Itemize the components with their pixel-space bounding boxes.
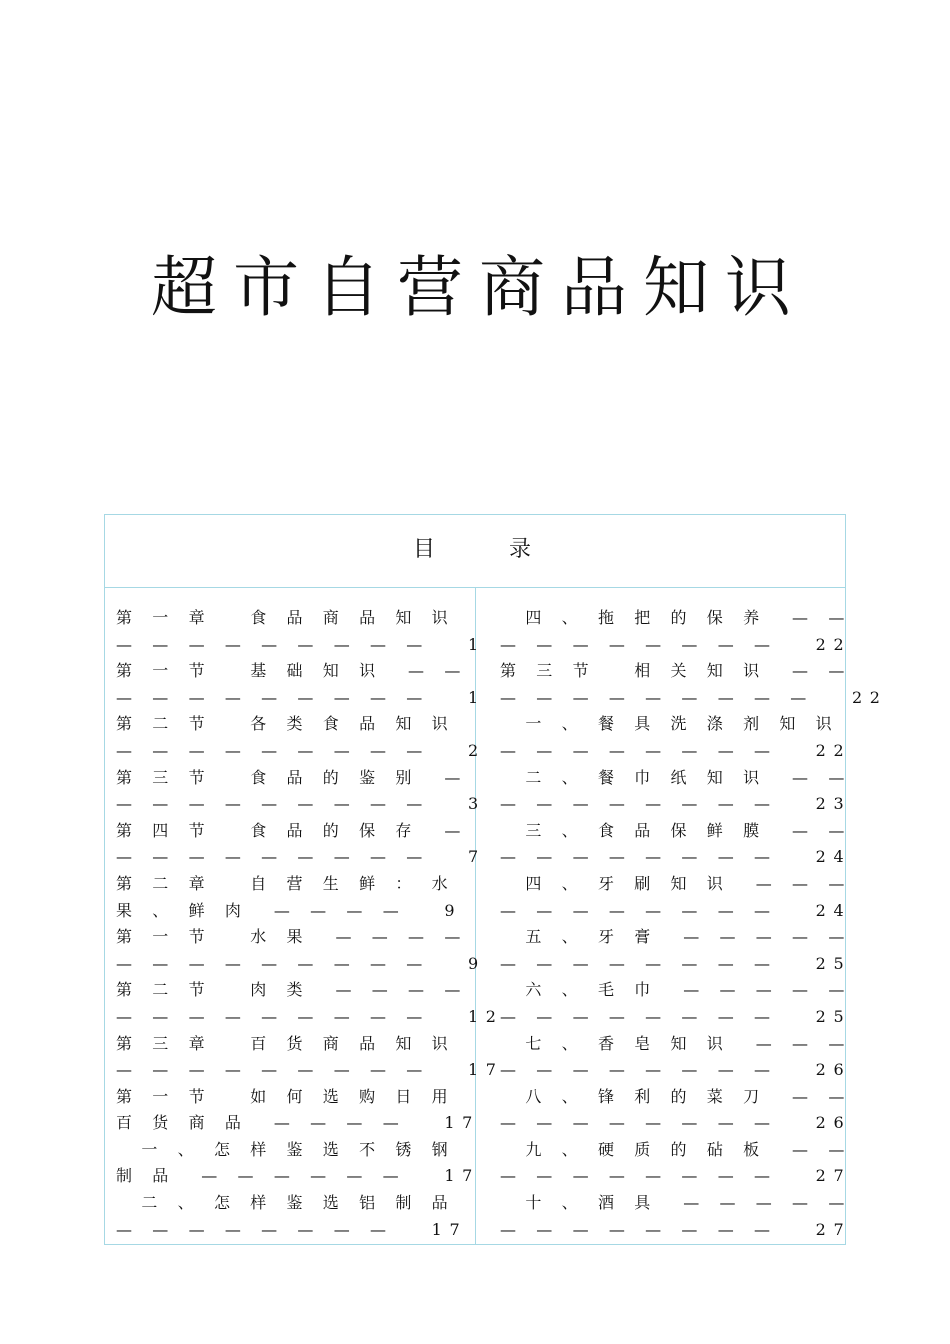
toc-entry[interactable]	[500, 871, 852, 924]
toc-entry-title: 三 、 食 品 保 鲜 膜 — —	[500, 820, 852, 840]
toc-entry-leader: — — — — — — — — — 1	[116, 687, 486, 707]
toc-entry-title: 第 三 节 相 关 知 识 — —	[500, 661, 852, 681]
toc-entry-title: 二 、 怎 样 鉴 选 铝 制 品	[116, 1193, 456, 1213]
toc-entry-title: 第 二 节 肉 类 — — — —	[116, 980, 468, 1000]
toc-entry-title: 一 、 餐 具 洗 涤 剂 知 识	[500, 714, 840, 734]
toc-column-divider	[475, 588, 476, 1245]
toc-entry[interactable]	[500, 605, 852, 658]
toc-entry-leader: — — — — — — — — 27	[500, 1219, 852, 1239]
toc-entry[interactable]	[116, 711, 486, 764]
toc-entry-title: 六 、 毛 巾 — — — — —	[500, 980, 852, 1000]
toc-entry[interactable]	[500, 1084, 852, 1137]
toc-entry[interactable]	[116, 765, 486, 818]
toc-entry[interactable]	[116, 1084, 480, 1137]
toc-entry-leader: — — — — — — — — 25	[500, 1006, 852, 1026]
toc-entry-leader: — — — — — — — — 26	[500, 1113, 852, 1133]
toc-entry-leader: — — — — — — — — 27	[500, 1166, 852, 1186]
toc-left-column	[116, 605, 504, 1243]
toc-entry-leader: — — — — — — — — — 17	[116, 1060, 504, 1080]
toc-entry[interactable]	[500, 1137, 852, 1190]
toc-entry-leader: — — — — — — — — 24	[500, 900, 852, 920]
toc-entry-leader: — — — — — — — — 17	[116, 1219, 468, 1239]
toc-heading-right: 录	[509, 537, 532, 562]
toc-right-column	[500, 605, 888, 1243]
toc-entry-title: 第 四 节 食 品 的 保 存 —	[116, 820, 468, 840]
toc-entry-leader: 百 货 商 品 — — — — 17	[116, 1113, 480, 1133]
toc-entry[interactable]	[500, 924, 852, 977]
toc-entry-title: 第 二 章 自 营 生 鲜 ： 水	[116, 873, 456, 893]
toc-entry-title: 十 、 酒 具 — — — — —	[500, 1193, 852, 1213]
toc-entry-title: 一 、 怎 样 鉴 选 不 锈 钢	[116, 1139, 456, 1159]
toc-entry-title: 第 三 节 食 品 的 鉴 别 —	[116, 767, 468, 787]
toc-entry-leader: 果 、 鲜 肉 — — — — 9	[116, 900, 463, 920]
toc-entry-leader: — — — — — — — — 26	[500, 1060, 852, 1080]
table-of-contents	[104, 514, 888, 1245]
toc-entry-title: 四 、 拖 把 的 保 养 — —	[500, 608, 852, 627]
toc-entry-leader: — — — — — — — — — 22	[500, 687, 888, 707]
toc-entry-title: 五 、 牙 膏 — — — — —	[500, 927, 852, 947]
toc-entry[interactable]	[116, 1137, 480, 1190]
toc-entry-title: 第 一 节 水 果 — — — —	[116, 927, 468, 947]
toc-entry-title: 第 三 章 百 货 商 品 知 识	[116, 1033, 456, 1053]
toc-entry[interactable]	[500, 658, 888, 711]
toc-entry[interactable]	[500, 818, 852, 871]
toc-entry-leader: — — — — — — — — — 2	[116, 740, 486, 760]
toc-entry-leader: — — — — — — — — — 12	[116, 1006, 504, 1026]
toc-entry[interactable]	[116, 924, 486, 977]
toc-entry-leader: — — — — — — — — 24	[500, 847, 852, 867]
toc-entry-title: 二 、 餐 巾 纸 知 识 — —	[500, 767, 852, 787]
toc-entry-title: 四 、 牙 刷 知 识 — — —	[500, 873, 852, 893]
toc-entry[interactable]	[116, 1031, 504, 1084]
toc-entry-title: 八 、 锋 利 的 菜 刀 — —	[500, 1086, 852, 1106]
toc-entry[interactable]	[116, 977, 504, 1030]
toc-entry-leader: — — — — — — — — — 1	[116, 634, 486, 654]
toc-entry[interactable]	[500, 977, 852, 1030]
toc-entry-title: 九 、 硬 质 的 砧 板 — —	[500, 1139, 852, 1159]
toc-entry-leader: — — — — — — — — — 7	[116, 847, 486, 867]
toc-heading-left: 目	[413, 537, 436, 562]
toc-entry[interactable]	[116, 658, 486, 711]
toc-entry-title: 第 一 节 基 础 知 识 — —	[116, 661, 468, 681]
toc-entry-leader: — — — — — — — — 22	[500, 740, 852, 760]
toc-entry[interactable]	[116, 605, 486, 658]
toc-entry-title: 第 一 节 如 何 选 购 日 用	[116, 1086, 456, 1106]
toc-entry-leader: 制 品 — — — — — — 17	[116, 1166, 480, 1186]
toc-entry[interactable]	[500, 765, 852, 818]
toc-entry[interactable]	[116, 871, 463, 924]
toc-entry[interactable]	[116, 818, 486, 871]
toc-entry-title: 第 二 节 各 类 食 品 知 识	[116, 714, 456, 734]
document-title: 超市自营商品知识	[151, 249, 807, 326]
toc-entry[interactable]	[116, 1190, 468, 1243]
toc-entry-leader: — — — — — — — — — 3	[116, 794, 486, 814]
toc-entry-title: 第 一 章 食 品 商 品 知 识	[116, 608, 456, 627]
toc-entry[interactable]	[500, 711, 852, 764]
toc-entry-leader: — — — — — — — — 25	[500, 953, 852, 973]
toc-header	[105, 515, 845, 588]
toc-entry-leader: — — — — — — — — 22	[500, 634, 852, 654]
toc-entry-leader: — — — — — — — — 23	[500, 794, 852, 814]
toc-entry-leader: — — — — — — — — — 9	[116, 953, 486, 973]
toc-entry[interactable]	[500, 1031, 852, 1084]
toc-entry-title: 七 、 香 皂 知 识 — — —	[500, 1033, 852, 1053]
toc-entry[interactable]	[500, 1190, 852, 1243]
